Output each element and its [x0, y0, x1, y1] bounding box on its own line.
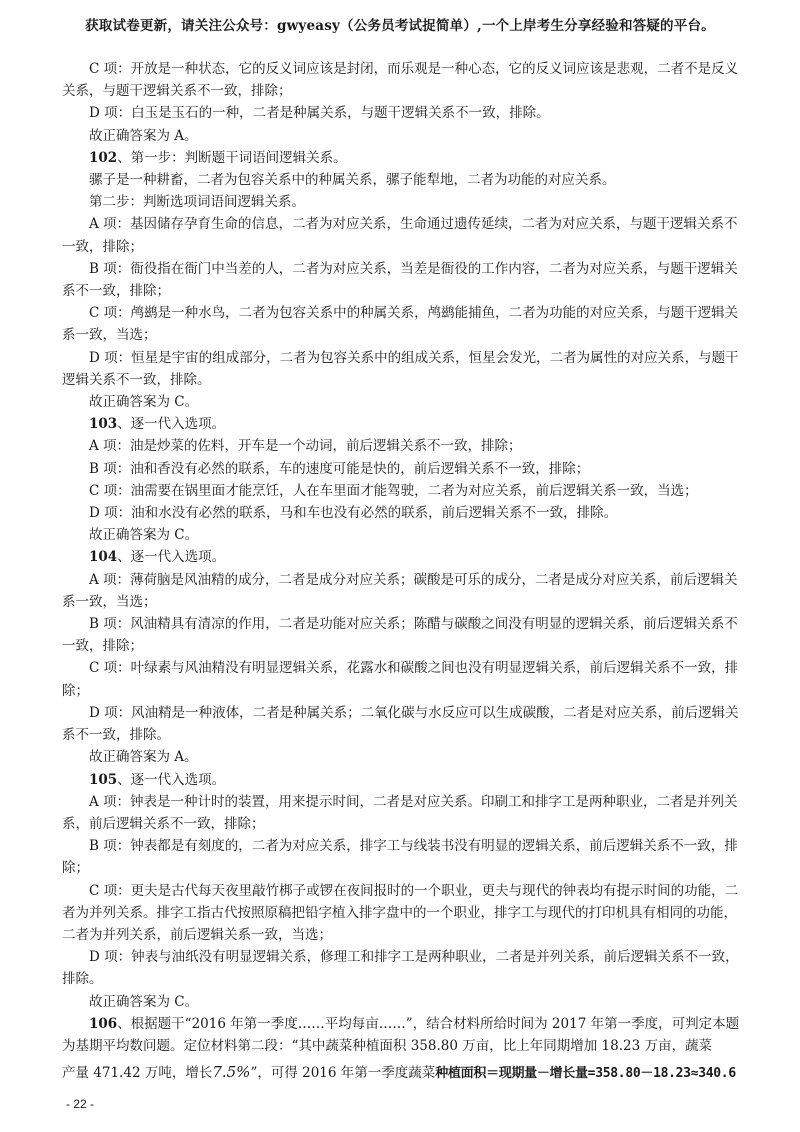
paragraph: A 项：基因储存孕育生命的信息，二者为对应关系，生命通过遗传延续，二者为对应关系，与题干逻辑关系不一致，排除；: [62, 216, 738, 255]
question-heading: [62, 147, 742, 169]
question-text: 、逐一代入选项。: [117, 549, 226, 566]
question-number: 103: [89, 416, 118, 433]
paragraph: C 项：油需要在锅里面才能烹饪，人在车里面才能驾驶，二者为对应关系，前后逻辑关系一致，当选；: [89, 482, 698, 499]
paragraph: D 项：恒星是宇宙的组成部分，二者为包容关系中的组成关系，恒星会发光，二者为属性的对应关系，与题干逻辑关系不一致，排除。: [62, 349, 739, 388]
paragraph: A 项：油是炒菜的佐料，开车是一个动词，前后逻辑关系不一致，排除；: [89, 438, 522, 455]
question-heading: [62, 546, 742, 568]
paragraph: C 项：开放是一种状态，它的反义词应该是封闭，而乐观是一种心态，它的反义词应该是悲观，二者不是反义关系，与题干逻辑关系不一致，排除；: [62, 61, 739, 100]
formula-line: [62, 1061, 742, 1085]
question-text: 、根据题干“2016 年第一季度……平均每亩……”，结合材料所给时间为 2017 年第一季度，可判定本题为基期平均数问题。定位材料第二段：“其中蔬菜种植面积 358.80 万亩，比上年同期增加 18.23 万亩，蔬菜: [62, 1015, 740, 1054]
question-text: 、逐一代入选项。: [117, 416, 226, 433]
document-body: [62, 58, 742, 1085]
question-number: 104: [89, 549, 118, 566]
paragraph: A 项：薄荷脑是风油精的成分，二者是成分对应关系；碳酸是可乐的成分，二者是成分对应关系，前后逻辑关系一致，当选；: [62, 571, 738, 610]
question-number: 106: [89, 1015, 118, 1032]
paragraph: 故正确答案为 A。: [89, 749, 198, 766]
paragraph: D 项：风油精是一种液体，二者是种属关系；二氧化碳与水反应可以生成碳酸，二者是对应关系，前后逻辑关系不一致，排除。: [62, 704, 739, 744]
paragraph: C 项：叶绿素与风油精没有明显逻辑关系，花露水和碳酸之间也没有明显逻辑关系，前后逻辑关系不一致，排除；: [62, 660, 739, 699]
page-header: 获取试卷更新，请关注公众号：gwyeasy（公务员考试捉简单）,一个上岸考生分享经验和答疑的平台。: [85, 18, 715, 34]
paragraph: C 项：更夫是古代每天夜里敲竹梆子或锣在夜间报时的一个职业，更夫与现代的钟表均有提示时间的功能，二者为并列关系。排字工指古代按照原稿把铅字植入排字盘中的一个职业，排字工与现代的打印机具有相同的功能，二者为并列关系，前后逻辑关系一致，当选；: [62, 882, 739, 943]
paragraph: C 项：鸬鹚是一种水鸟，二者为包容关系中的种属关系，鸬鹚能捕鱼，二者为功能的对应关系，与题干逻辑关系一致，当选；: [62, 305, 739, 344]
paragraph: B 项：钟表都是有刻度的，二者为对应关系，排字工与线装书没有明显的逻辑关系，前后逻辑关系不一致，排除；: [62, 838, 738, 877]
paragraph: D 项：白玉是玉石的一种，二者是种属关系，与题干逻辑关系不一致，排除。: [89, 105, 550, 122]
question-number: 102: [89, 149, 118, 166]
formula: 种植面积＝现期量－增长量=358.80－18.23≈340.6: [435, 1066, 736, 1082]
question-number: 105: [89, 771, 118, 788]
text-segment: 产量 471.42 万吨，增长: [62, 1065, 213, 1082]
paragraph: 第二步：判断选项词语间逻辑关系。: [89, 194, 305, 211]
paragraph: 故正确答案为 C。: [89, 993, 199, 1010]
growth-percent: 7.5%: [212, 1063, 251, 1082]
paragraph: A 项：钟表是一种计时的装置，用来提示时间，二者是对应关系。印刷工和排字工是两种职业，二者是并列关系，前后逻辑关系不一致，排除；: [62, 793, 738, 832]
paragraph: 故正确答案为 A。: [89, 127, 198, 144]
text-segment: ”，可得 2016 年第一季度蔬菜: [250, 1065, 436, 1082]
page-number: - 22 -: [66, 1097, 95, 1111]
paragraph: 故正确答案为 C。: [89, 527, 199, 544]
question-text: 、第一步：判断题干词语间逻辑关系。: [117, 149, 347, 166]
question-text: 、逐一代入选项。: [117, 771, 226, 788]
paragraph: B 项：油和香没有必然的联系，车的速度可能是快的，前后逻辑关系不一致，排除；: [89, 460, 590, 477]
paragraph: B 项：风油精具有清凉的作用，二者是功能对应关系；陈醋与碳酸之间没有明显的逻辑关系，前后逻辑关系不一致，排除；: [62, 616, 738, 655]
question-heading: [62, 1013, 742, 1057]
paragraph: D 项：钟表与油纸没有明显逻辑关系，修理工和排字工是两种职业，二者是并列关系，前后逻辑关系不一致，排除。: [62, 949, 739, 988]
question-heading: [62, 769, 742, 791]
question-heading: [62, 413, 742, 435]
paragraph: 故正确答案为 C。: [89, 394, 199, 411]
paragraph: D 项：油和水没有必然的联系，马和车也没有必然的联系，前后逻辑关系不一致，排除。: [89, 505, 618, 522]
paragraph: 骡子是一种耕畜，二者为包容关系中的种属关系，骡子能犁地，二者为功能的对应关系。: [89, 172, 616, 189]
paragraph: B 项：衙役指在衙门中当差的人，二者为对应关系，当差是衙役的工作内容，二者为对应关系，与题干逻辑关系不一致，排除；: [62, 260, 738, 300]
